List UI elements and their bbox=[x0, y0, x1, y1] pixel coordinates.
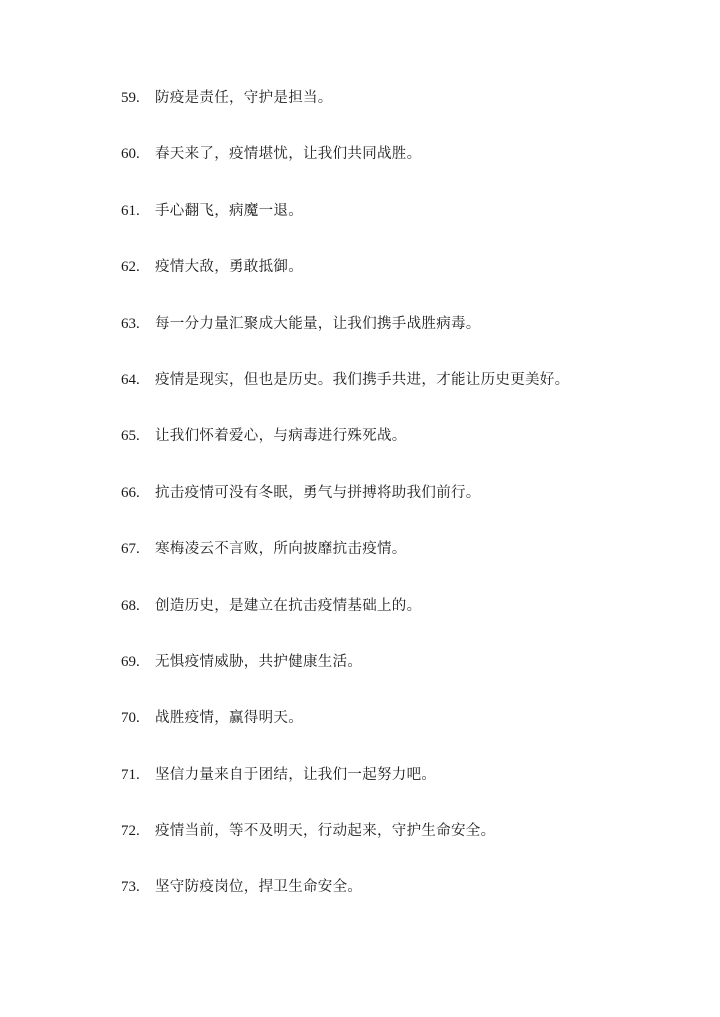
list-item bbox=[121, 255, 569, 311]
list-item bbox=[121, 763, 569, 819]
item-number: 70. bbox=[121, 710, 140, 727]
item-number: 65. bbox=[121, 428, 140, 445]
list-item bbox=[121, 142, 569, 198]
item-number: 62. bbox=[121, 259, 140, 276]
list-item bbox=[121, 312, 569, 368]
list-item bbox=[121, 537, 569, 593]
list-item bbox=[121, 199, 569, 255]
item-text: 战胜疫情，赢得明天。 bbox=[155, 710, 303, 727]
item-number: 64. bbox=[121, 371, 140, 388]
item-text: 防疫是责任，守护是担当。 bbox=[155, 90, 333, 106]
item-text: 创造历史，是建立在抗击疫情基础上的。 bbox=[155, 597, 422, 614]
item-text: 让我们怀着爱心，与病毒进行殊死战。 bbox=[155, 428, 407, 445]
item-text: 坚守防疫岗位，捍卫生命安全。 bbox=[155, 879, 363, 896]
list-item bbox=[121, 650, 569, 706]
item-text: 疫情大敌，勇敢抵御。 bbox=[155, 259, 303, 276]
list-item bbox=[121, 594, 569, 650]
item-text: 抗击疫情可没有冬眠，勇气与拼搏将助我们前行。 bbox=[155, 484, 481, 501]
list-item bbox=[121, 819, 569, 875]
list-item bbox=[121, 86, 569, 142]
slogan-list bbox=[121, 86, 569, 932]
list-item bbox=[121, 368, 569, 424]
item-text: 手心翻飞，病魔一退。 bbox=[155, 202, 303, 219]
item-number: 73. bbox=[121, 879, 140, 896]
item-number: 63. bbox=[121, 315, 140, 332]
item-number: 66. bbox=[121, 484, 140, 501]
item-number: 60. bbox=[121, 146, 140, 163]
list-item bbox=[121, 875, 569, 931]
item-text: 疫情当前，等不及明天，行动起来，守护生命安全。 bbox=[155, 823, 496, 840]
item-number: 68. bbox=[121, 597, 140, 614]
item-text: 春天来了，疫情堪忧，让我们共同战胜。 bbox=[155, 146, 422, 163]
item-number: 72. bbox=[121, 823, 140, 840]
item-text: 每一分力量汇聚成大能量，让我们携手战胜病毒。 bbox=[155, 315, 481, 332]
item-number: 71. bbox=[121, 766, 140, 783]
list-item bbox=[121, 706, 569, 762]
item-number: 59. bbox=[121, 90, 140, 106]
item-number: 61. bbox=[121, 202, 140, 219]
list-item bbox=[121, 424, 569, 480]
item-number: 67. bbox=[121, 541, 140, 558]
list-item bbox=[121, 481, 569, 537]
item-text: 寒梅凌云不言败，所向披靡抗击疫情。 bbox=[155, 541, 407, 558]
item-number: 69. bbox=[121, 653, 140, 670]
item-text: 坚信力量来自于团结，让我们一起努力吧。 bbox=[155, 766, 437, 783]
item-text: 无惧疫情威胁，共护健康生活。 bbox=[155, 653, 363, 670]
item-text: 疫情是现实，但也是历史。我们携手共进，才能让历史更美好。 bbox=[155, 371, 570, 388]
